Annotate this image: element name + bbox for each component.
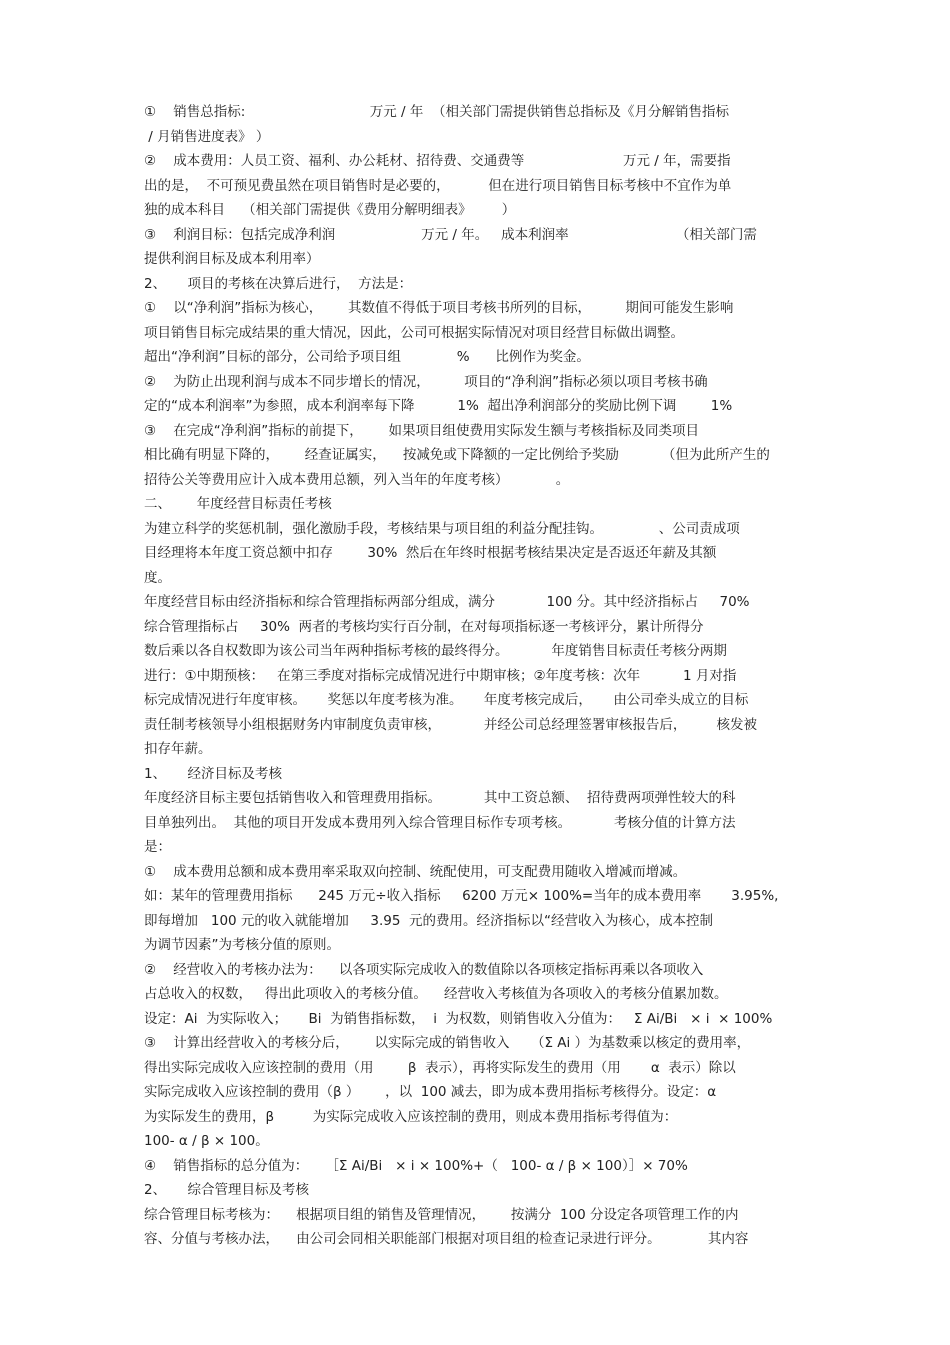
text-line: ② 为防止出现利润与成本不同步增长的情况， 项目的“净利润”指标必须以项目考核书确 <box>144 373 708 390</box>
text-line: 得出实际完成收入应该控制的费用（用 β 表示），再将实际发生的费用（用 α 表示）除以 <box>144 1059 736 1076</box>
formula-line: 100- α / β × 100。 <box>144 1133 269 1149</box>
text-line: 进行：①中期预核： 在第三季度对指标完成情况进行中期审核；②年度考核：次年 1 月对指 <box>144 667 737 684</box>
text-line: 责任制考核领导小组根据财务内审制度负责审核， 并经公司总经理签署审核报告后， 核发被 <box>144 716 757 733</box>
text-line: 占总收入的权数， 得出此项收入的考核分值。 经营收入考核值为各项收入的考核分值累加数。 <box>144 986 728 1002</box>
text-line: ① 成本费用总额和成本费用率采取双向控制、统配使用，可支配费用随收入增减而增减。 <box>144 863 687 880</box>
text-line: 目单独列出。 其他的项目开发成本费用列入综合管理目标作专项考核。 考核分值的计算方法 <box>144 814 736 831</box>
text-line: 招待公关等费用应计入成本费用总额，列入当年的年度考核） 。 <box>144 471 570 488</box>
text-line: 容、分值与考核办法， 由公司会同相关职能部门根据对项目组的检查记录进行评分。 其内容 <box>144 1231 749 1247</box>
text-line: 提供利润目标及成本利用率） <box>144 251 320 267</box>
text-line: 独的成本科目 （相关部门需提供《费用分解明细表》 ） <box>144 202 516 218</box>
text-line: 数后乘以各自权数即为该公司当年两种指标考核的最终得分。 年度销售目标责任考核分两期 <box>144 643 727 659</box>
text-line: 如：某年的管理费用指标 245 万元÷收入指标 6200 万元× 100%=当年的成本费用率 3.95%, <box>144 888 779 904</box>
text-line: 为建立科学的奖惩机制，强化激励手段，考核结果与项目组的利益分配挂钩。 、公司责成项 <box>144 520 740 537</box>
text-line: 为调节因素”为考核分值的原则。 <box>144 937 340 953</box>
text-line: ① 销售总指标: 万元 / 年 （相关部门需提供销售总指标及《月分解销售指标 <box>144 104 729 120</box>
text-line: 年度经济目标主要包括销售收入和管理费用指标。 其中工资总额、 招待费两项弹性较大的科 <box>144 790 736 806</box>
text-line: 目经理将本年度工资总额中扣存 30% 然后在年终时根据考核结果决定是否返还年薪及其额 <box>144 545 717 561</box>
text-line: ③ 在完成“净利润”指标的前提下， 如果项目组使费用实际发生额与考核指标及同类项目 <box>144 422 700 439</box>
text-line: 扣存年薪。 <box>144 741 212 757</box>
text-line: 年度经营目标由经济指标和综合管理指标两部分组成，满分 100 分。其中经济指标占 70% <box>144 594 750 610</box>
section-heading: 二、 年度经营目标责任考核 <box>144 496 332 512</box>
text-line: ③ 计算出经营收入的考核分后， 以实际完成的销售收入 （Σ Ai ）为基数乘以核定的费用率， <box>144 1035 751 1051</box>
section-heading: 2、 综合管理目标及考核 <box>144 1182 310 1198</box>
section-heading: 1、 经济目标及考核 <box>144 765 283 782</box>
text-line: ② 经营收入的考核办法为： 以各项实际完成收入的数值除以各项核定指标再乘以各项收入 <box>144 961 704 978</box>
text-line: 是： <box>144 839 171 855</box>
text-line: ① 以“净利润”指标为核心， 其数值不得低于项目考核书所列的目标， 期间可能发生影响 <box>144 300 734 316</box>
section-heading: 2、 项目的考核在决算后进行， 方法是： <box>144 275 413 292</box>
text-line: 综合管理指标占 30% 两者的考核均实行百分制，在对每项指标逐一考核评分，累计所得分 <box>144 618 704 635</box>
text-line: 实际完成收入应该控制的费用（β ） ，以 100 减去，即为成本费用指标考核得分。设定：α <box>144 1084 717 1100</box>
formula-line: 设定：Ai 为实际收入； Bi 为销售指标数， i 为权数，则销售收入分值为： Σ Ai/Bi × i × 100% <box>144 1010 773 1027</box>
text-line: 相比确有明显下降的， 经查证属实， 按减免或下降额的一定比例给予奖励 （但为此所产生的 <box>144 447 770 463</box>
text-line: 超出“净利润”目标的部分，公司给予项目组 % 比例作为奖金。 <box>144 349 590 365</box>
formula-line: ④ 销售指标的总分值为： ［Σ Ai/Bi × i × 100%+（ 100- α / β × 100）］× 70% <box>144 1157 688 1174</box>
text-line: 为实际发生的费用，β 为实际完成收入应该控制的费用，则成本费用指标考得值为： <box>144 1108 678 1125</box>
text-line: ② 成本费用：人员工资、福利、办公耗材、招待费、交通费等 万元 / 年，需要指 <box>144 153 731 169</box>
text-line: 标完成情况进行年度审核。 奖惩以年度考核为准。 年度考核完成后， 由公司牵头成立的目标 <box>144 692 749 708</box>
text-line: 即每增加 100 元的收入就能增加 3.95 元的费用。经济指标以“经营收入为核心，成本控制 <box>144 912 714 929</box>
text-line: / 月销售进度表》 ） <box>144 128 270 145</box>
text-line: 项目销售目标完成结果的重大情况，因此，公司可根据实际情况对项目经营目标做出调整。 <box>144 324 684 341</box>
document-body <box>144 100 814 1252</box>
text-line: 定的“成本利润率”为参照，成本利润率每下降 1% 超出净利润部分的奖励比例下调 1% <box>144 398 733 414</box>
text-line: 度。 <box>144 569 171 586</box>
text-line: 综合管理目标考核为： 根据项目组的销售及管理情况， 按满分 100 分设定各项管理工作的内 <box>144 1206 739 1223</box>
text-line: ③ 利润目标：包括完成净利润 万元 / 年。 成本利润率 （相关部门需 <box>144 226 757 243</box>
text-line: 出的是， 不可预见费虽然在项目销售时是必要的， 但在进行项目销售目标考核中不宜作为单 <box>144 177 732 194</box>
